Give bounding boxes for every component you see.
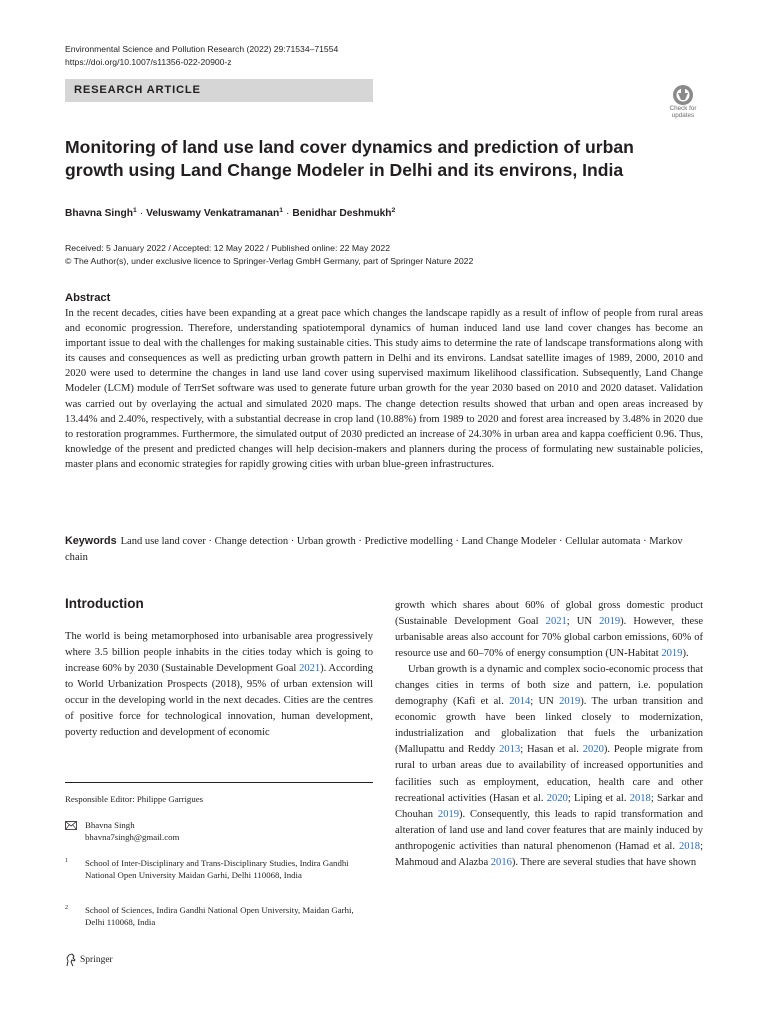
journal-citation: Environmental Science and Pollution Research (2022) 29:71534–71554 <box>65 44 339 54</box>
corresponding-author-email[interactable]: bhavna7singh@gmail.com <box>85 832 180 842</box>
citation-link[interactable]: 2021 <box>545 616 567 628</box>
author-name[interactable]: Benidhar Deshmukh <box>292 208 392 219</box>
citation-link[interactable]: 2020 <box>582 744 604 756</box>
keywords-label: Keywords <box>65 535 117 547</box>
intro-paragraph-right-2: Urban growth is a dynamic and complex socio-economic process that changes cities in terms of both size and pattern, i.e. population demography (Kafi et al. 2014; UN 2019). The urban transition and economic growth have been linked closely to modernization, industrialization and globalization that fuels the urbanization (Mallupattu and Reddy 2013; Hasan et al. 2020). People migrate from rural to urban areas due to availability of increased opportunities and facilities such as employment, education, health care and other recreational activities (Hasan et al. 2020; Liping et al. 2018; Sarkar and Chouhan 2019). Consequently, this leads to rapid transformation and alteration of land use and land cover features that are mainly induced by anthropogenic activities than natural phenomenon (Hamad et al. 2018; Mahmoud and Alazba 2016). There are several studies that have shown <box>395 664 704 868</box>
publisher-name: Springer <box>80 955 113 965</box>
copyright-notice: © The Author(s), under exclusive licence to Springer-Verlag GmbH Germany, part of Springer Nature 2022 <box>65 256 474 266</box>
abstract-text: In the recent decades, cities have been expanding at a great pace which changes the landscape rapidly as a result of inflow of people from rural areas and economic progression. Therefore, understanding spatiotemporal dynamics of human induced land use land cover changes has become an important issue to deal with the challenges for making sustainable cities. This study aims to determine the rate of landscape transformations along with its causes and consequences as well as predicting urban growth pattern in Delhi and its environs. Landsat satellite images of 1989, 2000, 2010 and 2020 were used to determine the changes in land use land cover using supervised maximum likelihood classification. Subsequently, Land Change Modeler (LCM) module of TerrSet software was used to generate future urban growth for the year 2030 based on 2010 and 2020 dataset. Validation was carried out by overlaying the actual and simulated 2020 maps. The change detection results showed that urban and open areas increased by 13.44% and 2.40%, respectively, with a substantial decrease in crop land (10.88%) from 1989 to 2020 and forest area increased by 3.48% in 2020 due to restoration programmes. Furthermore, the simulated output of 2030 predicted an increase of 24.30% in urban area and kappa coefficient 0.96. Thus, knowledge of the present and predicted changes will help decision-makers and planners during the process of formulating new sustainable policies, master plans and economic strategies for rapidly growing cities with urban blue-green infrastructures. <box>65 308 703 470</box>
citation-link[interactable]: 2018 <box>629 792 651 804</box>
introduction-heading: Introduction <box>65 596 144 611</box>
mail-icon <box>65 821 77 830</box>
citation-link[interactable]: 2018 <box>678 840 701 852</box>
publication-dates: Received: 5 January 2022 / Accepted: 12 May 2022 / Published online: 22 May 2022 <box>65 243 391 253</box>
springer-horse-icon <box>65 953 77 967</box>
author-affil-mark: 2 <box>391 207 396 214</box>
author-separator: · <box>285 208 290 219</box>
article-type-label: RESEARCH ARTICLE <box>74 84 201 96</box>
article-type-banner <box>65 79 373 102</box>
authors-line <box>65 204 395 221</box>
intro-paragraph-right-1: growth which shares about 60% of global gross domestic product (Sustainable Development Goal 2021; UN 2019). However, these urbanisable areas also account for 70% global carbon emissions, 60% of resource use and 60–70% of energy consumption (UN-Habitat 2019). <box>395 600 703 660</box>
check-updates-icon <box>671 84 695 106</box>
citation-link[interactable]: 2019 <box>559 696 581 708</box>
author-separator: · <box>139 208 144 219</box>
citation-link[interactable]: 2019 <box>661 648 683 660</box>
keywords-block <box>65 533 703 566</box>
citation-link[interactable]: 2020 <box>546 792 568 804</box>
citation-link[interactable]: 2014 <box>509 696 531 708</box>
intro-paragraph-left: The world is being metamorphosed into urbanisable area progressively where 3.5 billion people inhabits in the cities today which is going to increase 60% by 2030 (Sustainable Development Goal 2021). According to World Urbanization Prospects (2018), 95% of urban extension will occur in the developing world in the next decades. Cities are the centres of positive force for technological innovation, human development, poverty reduction and development of economic <box>65 631 373 739</box>
author-name[interactable]: Veluswamy Venkatramanan <box>146 208 280 219</box>
affiliation-text: School of Sciences, Indira Gandhi National Open University, Maidan Garhi, Delhi 110068, India <box>85 905 354 928</box>
intro-right-column <box>395 598 703 871</box>
doi-link[interactable]: https://doi.org/10.1007/s11356-022-20900-z <box>65 57 232 67</box>
responsible-editor: Responsible Editor: Philippe Garrigues <box>65 794 204 804</box>
article-title: Monitoring of land use land cover dynamics and prediction of urban growth using Land Change Modeler in Delhi and its environs, India <box>65 137 634 180</box>
citation-link[interactable]: 2021 <box>299 663 321 675</box>
citation-link[interactable]: 2016 <box>490 856 512 868</box>
citation-link[interactable]: 2013 <box>499 744 521 756</box>
check-updates-text: Check for updates <box>669 105 697 119</box>
footnote-divider <box>65 782 373 783</box>
affiliation-text: School of Inter-Disciplinary and Trans-Disciplinary Studies, Indira Gandhi National Open University Maidan Garhi, Delhi 110068, India <box>85 858 349 881</box>
check-for-updates-badge[interactable] <box>663 84 703 124</box>
affiliation-number: 2 <box>65 904 69 911</box>
citation-link[interactable]: 2019 <box>599 616 621 628</box>
keywords-list: Land use land cover · Change detection · Urban growth · Predictive modelling · Land Change Modeler · Cellular automata · Markov chain <box>65 536 683 563</box>
citation-link[interactable]: 2019 <box>437 808 460 820</box>
author-name[interactable]: Bhavna Singh <box>65 208 133 219</box>
author-affil-mark: 1 <box>132 207 137 214</box>
affiliation-number: 1 <box>65 857 69 864</box>
corresponding-author-name: Bhavna Singh <box>85 820 135 830</box>
author-affil-mark: 1 <box>279 207 283 214</box>
abstract-heading: Abstract <box>65 292 111 304</box>
